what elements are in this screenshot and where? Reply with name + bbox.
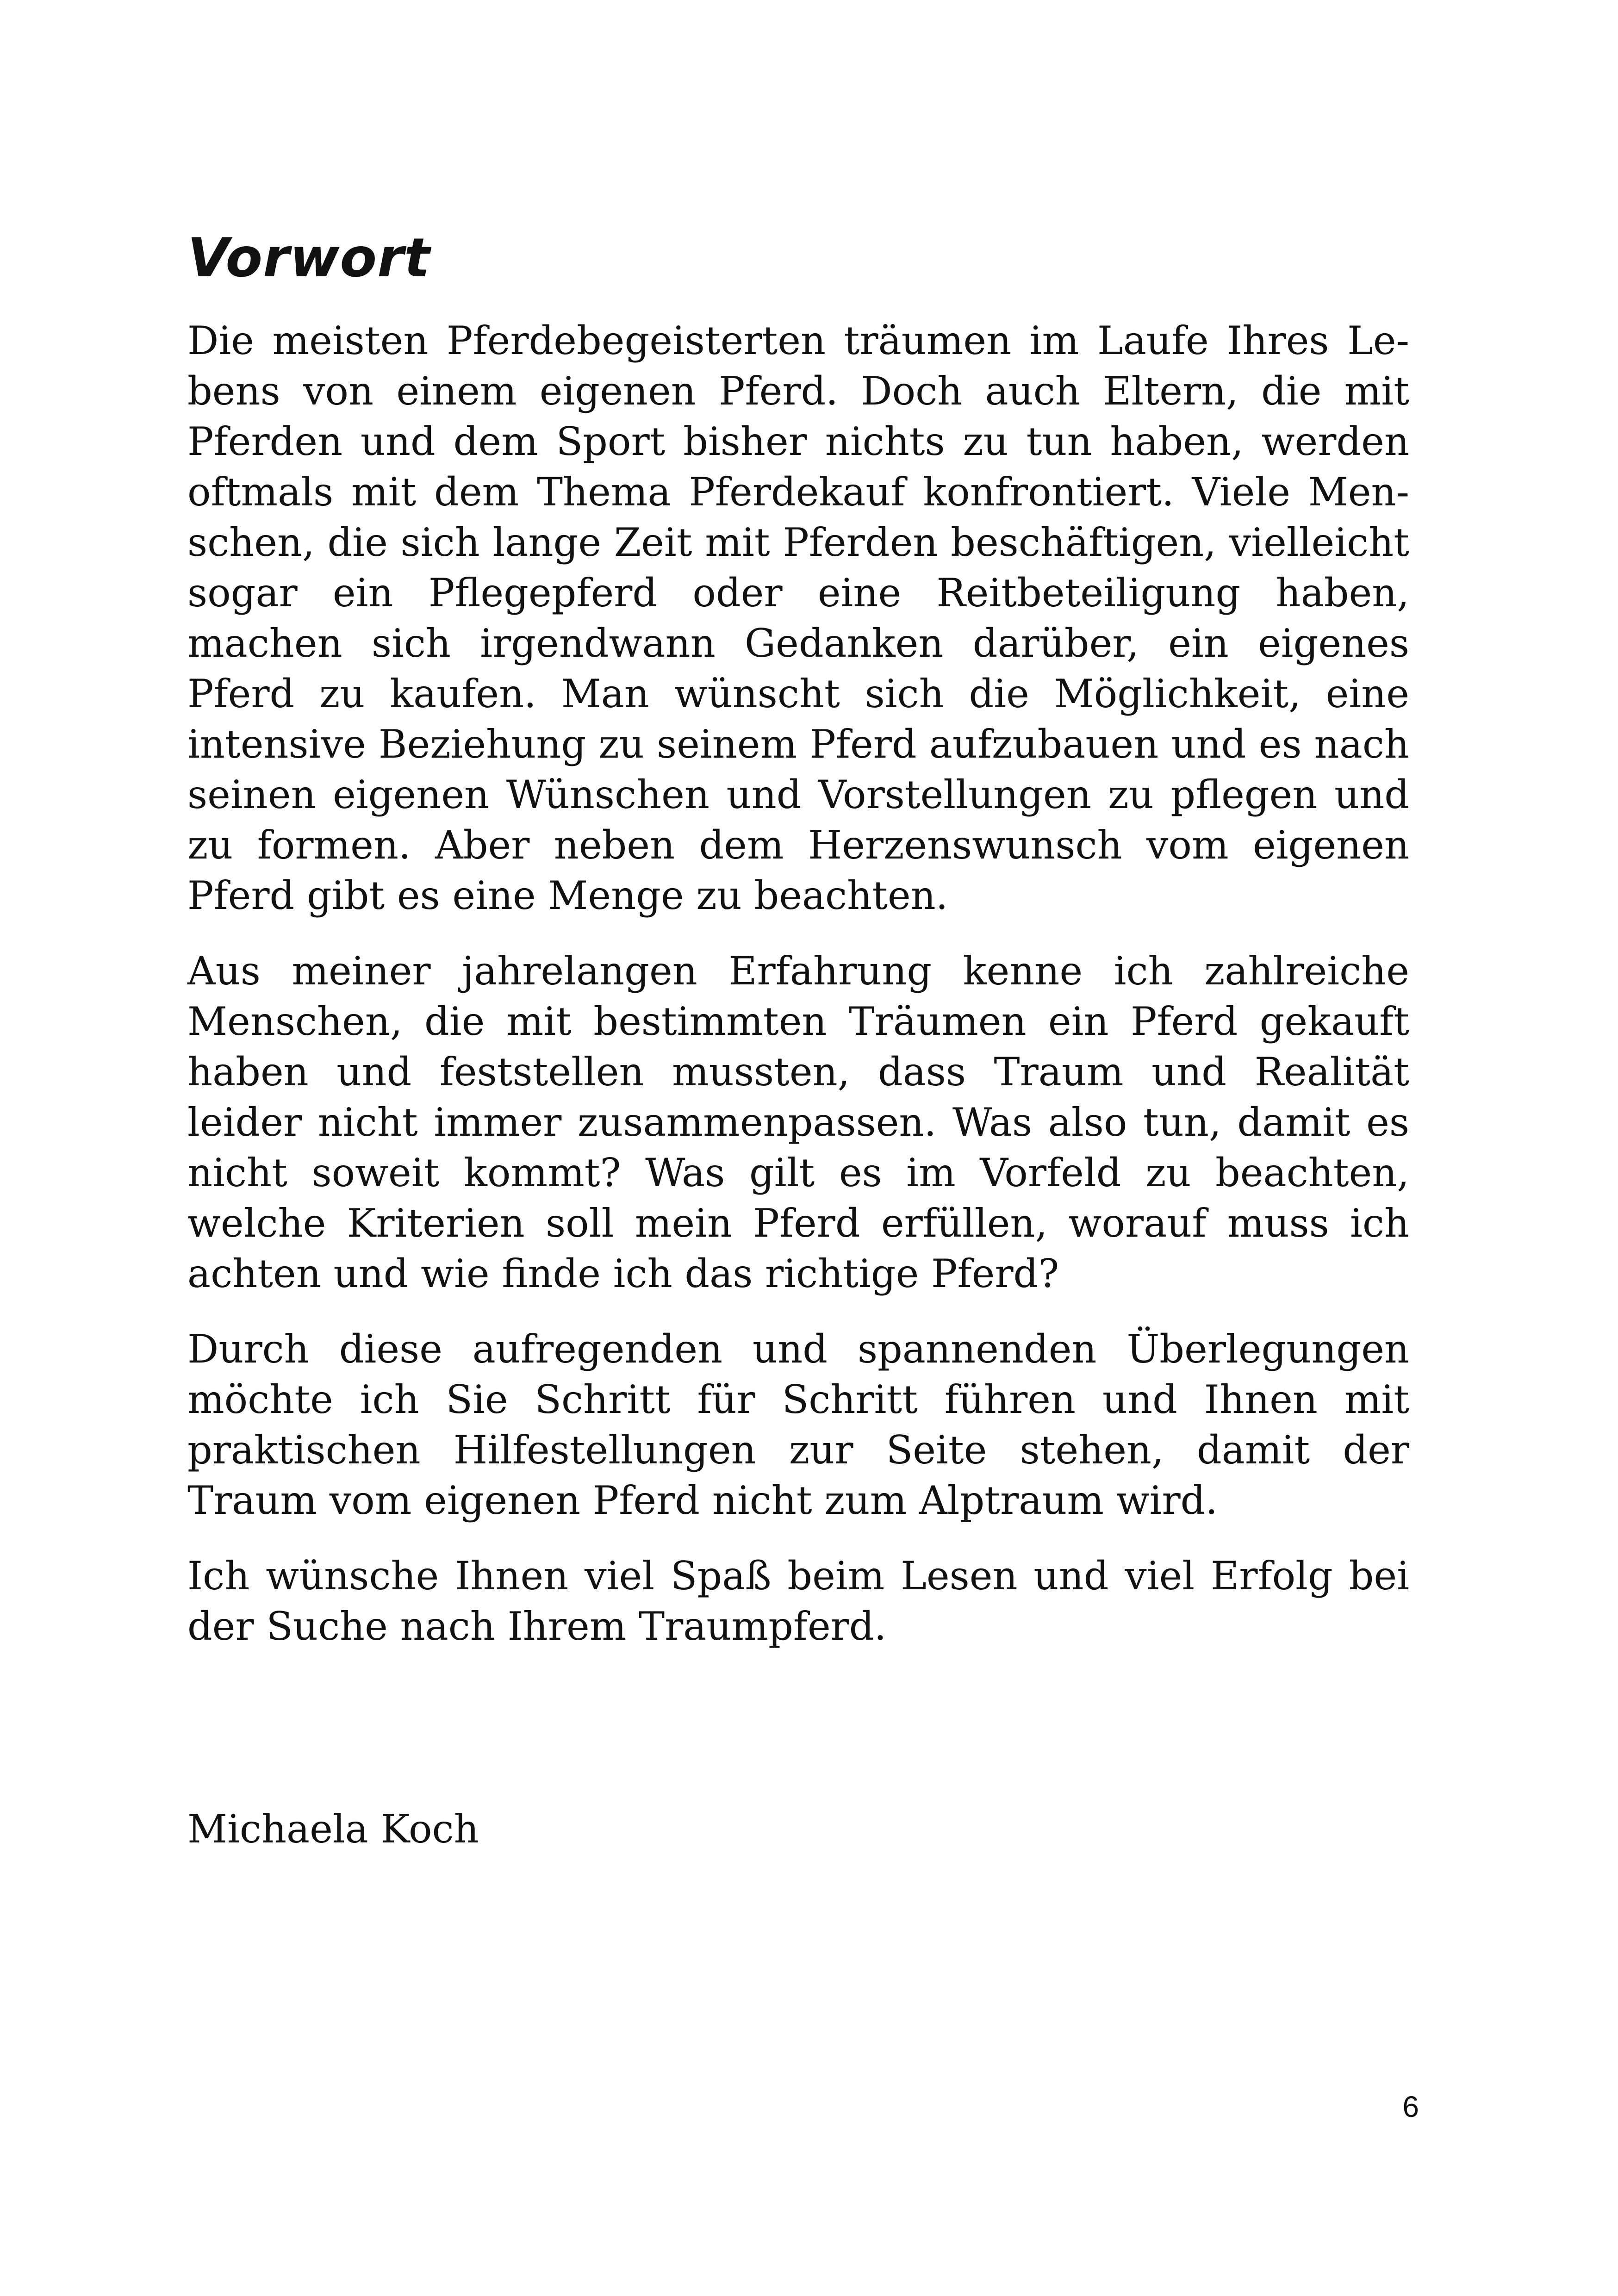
body-text	[187, 316, 1409, 1677]
page-number: 6	[1402, 2090, 1419, 2123]
page-title: Vorwort	[187, 227, 430, 289]
paragraph-4: Ich wünsche Ihnen viel Spaß beim Lesen und viel Erfolg bei der Suche nach Ihrem Traumpferd.	[187, 1553, 1409, 1649]
author-signature: Michaela Koch	[187, 1806, 479, 1852]
paragraph-2: Aus meiner jahrelangen Erfahrung kenne ich zahlreiche Menschen, die mit bestimmten Träumen ein Pferd gekauft haben und feststellen mussten, dass Traum und Realität leider nicht immer zusammenpassen. Was also tun, damit es nicht soweit kommt? Was gilt es im Vorfeld zu beachten, welche Kriterien soll mein Pferd erfüllen, worauf muss ich achten und wie finde ich das richtige Pferd?	[187, 948, 1409, 1296]
paragraph-1: Die meisten Pferdebegeisterten träumen im Laufe Ihres Lebens von einem eigenen Pferd. Doch auch Eltern, die mit Pferden und dem Sport bisher nichts zu tun haben, werden oftmals mit dem Thema Pferdekauf konfrontiert. Viele Menschen, die sich lange Zeit mit Pferden beschäftigen, vielleicht sogar ein Pflegepferd oder eine Reitbeteiligung haben, machen sich irgendwann Gedanken darüber, ein eigenes Pferd zu kaufen. Man wünscht sich die Möglichkeit, eine intensive Beziehung zu seinem Pferd aufzubauen und es nach seinen eigenen Wünschen und Vorstellungen zu pflegen und zu formen. Aber neben dem Herzenswunsch vom eigenen Pferd gibt es eine Menge zu beachten.	[187, 318, 1409, 918]
paragraph-3: Durch diese aufregenden und spannenden Überlegungen möchte ich Sie Schritt für Schritt führen und Ihnen mit praktischen Hilfestellungen zur Seite stehen, damit der Traum vom eigenen Pferd nicht zum Alptraum wird.	[187, 1326, 1409, 1523]
